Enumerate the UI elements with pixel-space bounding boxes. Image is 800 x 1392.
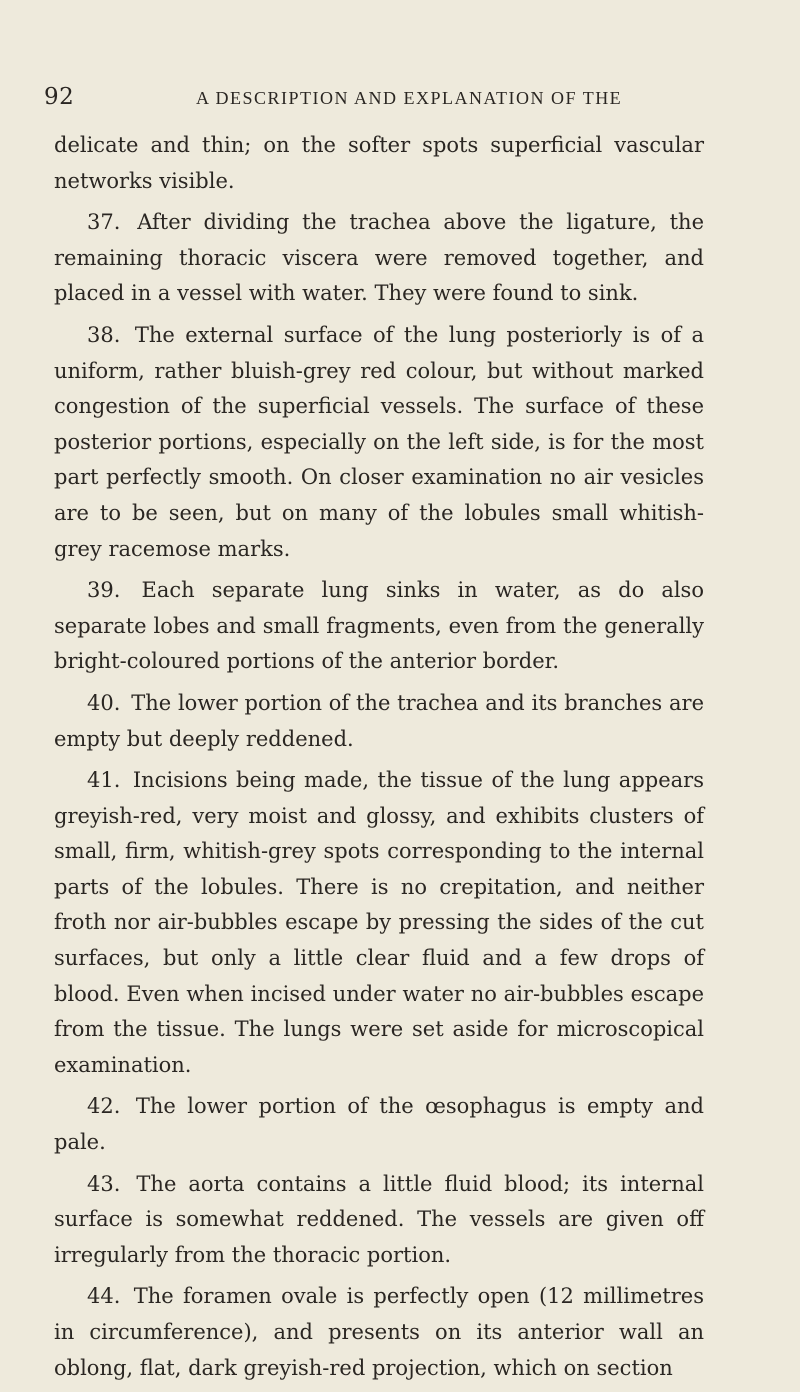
paragraph-number: 37. [87,210,121,235]
page-number: 92 [44,84,75,110]
paragraph-text: The external surface of the lung posteriorly is of a uniform, rather bluish-grey red colour, but without marked congestion of the superficial vessels. The surface of these posterior portions, especially on the left side, is for the most part perfectly smooth. On closer examination no air vesicles are to be seen, but on many of the lobules small whitish-grey racemose marks. [54,322,704,561]
paragraph-43 [54,1167,704,1274]
paragraph-38 [54,318,704,567]
paragraph-number: 42. [87,1094,121,1119]
paragraph-42 [54,1089,704,1160]
paragraph-continuation [54,128,704,199]
paragraph-number: 44. [87,1284,121,1309]
paragraph-40 [54,686,704,757]
paragraph-text: delicate and thin; on the softer spots superficial vascular networks visible. [54,133,704,193]
paragraph-number: 38. [87,322,121,347]
running-head [44,84,744,114]
paragraph-text: The aorta contains a little fluid blood; its internal surface is somewhat reddened. The vessels are given off irregularly from the thoracic portion. [54,1171,704,1267]
paragraph-text: The lower portion of the œsophagus is empty and pale. [54,1094,704,1155]
paragraph-44 [54,1279,704,1386]
body-text [54,128,704,1392]
paragraph-text: The foramen ovale is perfectly open (12 millimetres in circumference), and presents on its anterior wall an oblong, flat, dark greyish-red projection, which on section [54,1284,704,1380]
running-title: A DESCRIPTION AND EXPLANATION OF THE [196,88,623,108]
paragraph-number: 40. [87,690,121,715]
paragraph-39 [54,573,704,680]
paragraph-text: Incisions being made, the tissue of the lung appears greyish-red, very moist and glossy, and exhibits clusters of small, firm, whitish-grey spots corresponding to the internal parts of the lobules. There is no crepitation, and neither froth nor air-bubbles escape by pressing the sides of the cut surfaces, but only a little clear fluid and a few drops of blood. Even when incised under water no air-bubbles escape from the tissue. The lungs were set aside for microscopical examination. [54,768,704,1077]
paragraph-number: 43. [87,1171,121,1196]
paragraph-number: 41. [87,768,121,793]
paragraph-text: Each separate lung sinks in water, as do also separate lobes and small fragments, even from the generally bright-coloured portions of the anterior border. [54,578,704,674]
paragraph-text: The lower portion of the trachea and its branches are empty but deeply reddened. [54,690,704,751]
paragraph-number: 39. [87,578,121,603]
paragraph-41 [54,763,704,1083]
paragraph-37 [54,205,704,312]
paragraph-text: After dividing the trachea above the ligature, the remaining thoracic viscera were removed together, and placed in a vessel with water. They were found to sink. [54,210,704,306]
